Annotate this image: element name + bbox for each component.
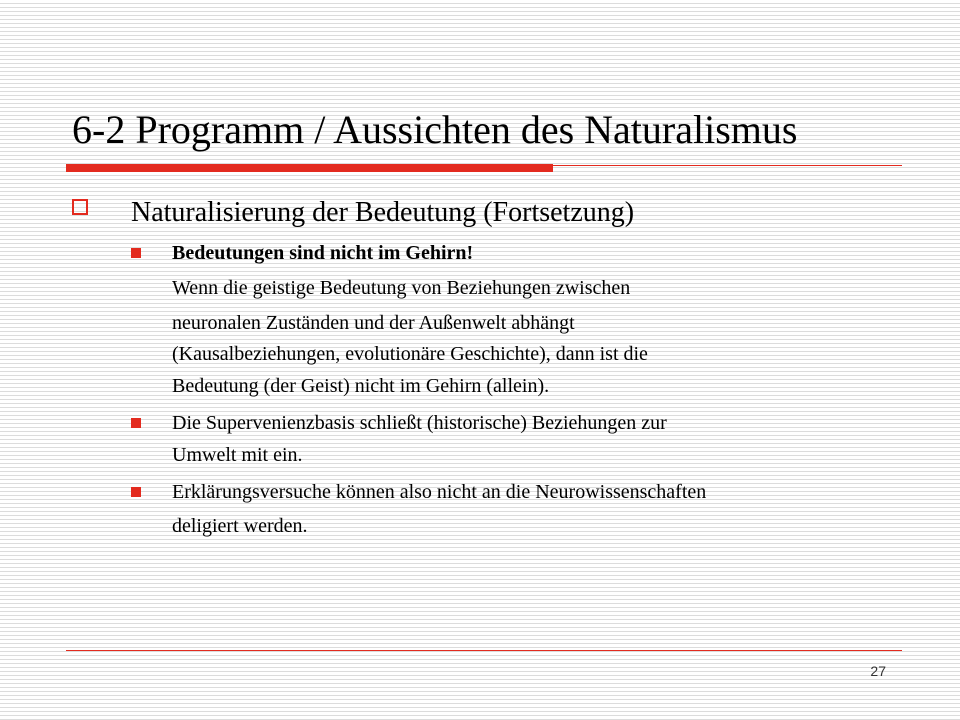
filled-square-icon xyxy=(131,248,141,258)
item-2-line-2: Umwelt mit ein. xyxy=(172,444,303,466)
item-1-line-3: (Kausalbeziehungen, evolutionäre Geschichte), dann ist die xyxy=(172,343,648,365)
level1-bullet-text: Naturalisierung der Bedeutung (Fortsetzung) xyxy=(131,197,635,228)
item-3-line-1: Erklärungsversuche können also nicht an die Neurowissenschaften xyxy=(172,481,707,503)
item-2-line-1: Die Supervenienzbasis schließt (historische) Beziehungen zur xyxy=(172,412,667,434)
page-number: 27 xyxy=(870,663,886,679)
slide-title: 6-2 Programm / Aussichten des Naturalismus xyxy=(72,107,798,152)
hollow-square-icon xyxy=(72,199,88,215)
filled-square-icon xyxy=(131,418,141,428)
item-1-line-2: neuronalen Zuständen und der Außenwelt abhängt xyxy=(172,312,575,334)
item-1-line-1: Wenn die geistige Bedeutung von Beziehungen zwischen xyxy=(172,277,631,299)
item-3-line-2: deligiert werden. xyxy=(172,515,308,537)
item-1-line-4: Bedeutung (der Geist) nicht im Gehirn (allein). xyxy=(172,375,550,397)
footer-divider xyxy=(66,650,902,651)
title-underline-accent xyxy=(66,164,553,172)
item-1-heading: Bedeutungen sind nicht im Gehirn! xyxy=(172,242,474,264)
filled-square-icon xyxy=(131,487,141,497)
level1-bullet-square xyxy=(72,199,88,215)
